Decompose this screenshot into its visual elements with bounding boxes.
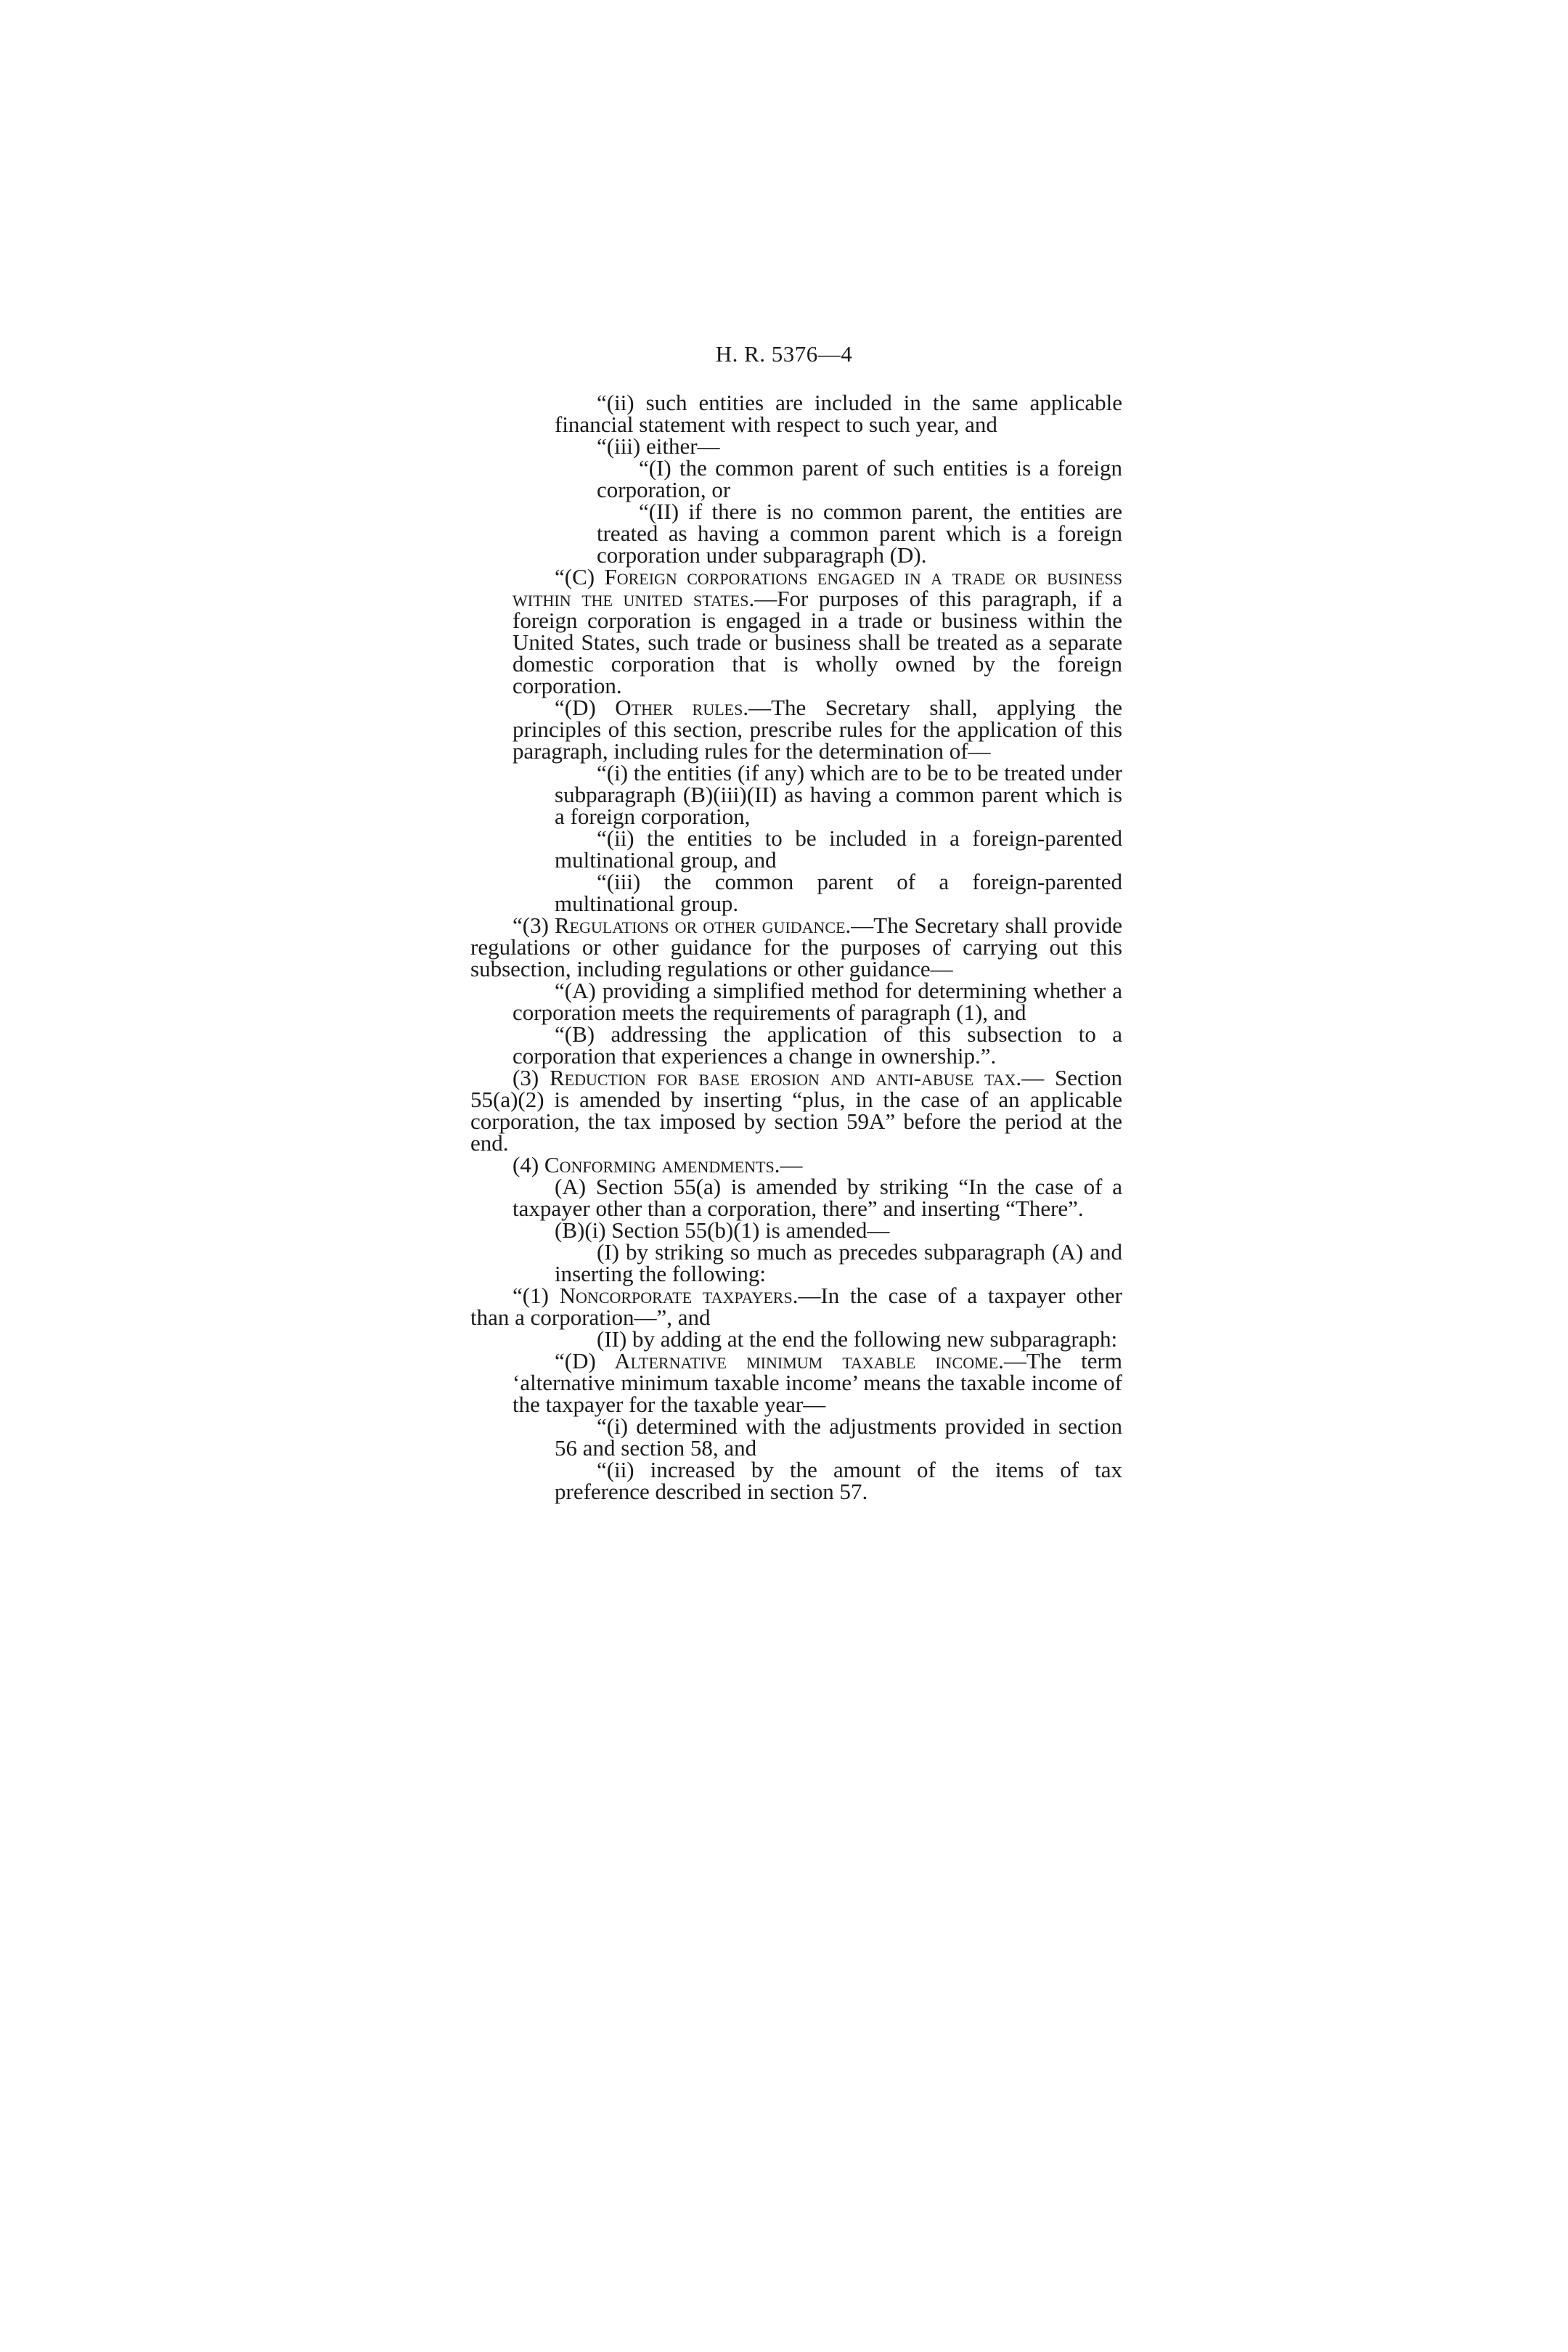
paragraph-heading: “(1) Noncorporate taxpayers. [513, 1283, 799, 1308]
paragraph-text: “(A) providing a simplified method for determining whether a corporation meets the requirements of paragraph (1), and [513, 978, 1122, 1025]
paragraph-text: “(ii) the entities to be included in a foreign-parented multinational group, and [555, 825, 1122, 873]
paragraph-heading: “(3) Regulations or other guidance. [513, 912, 852, 938]
paragraph [470, 825, 1122, 873]
paragraph [470, 762, 1122, 828]
paragraph [470, 697, 1122, 762]
paragraph-text: “(iii) the common parent of a foreign-parented multinational group. [555, 869, 1122, 916]
paragraph-text: “(I) the common parent of such entities is a foreign corporation, or [597, 455, 1122, 502]
paragraph [470, 1285, 1122, 1328]
paragraph-text: (II) by adding at the end the following new subparagraph: [597, 1326, 1118, 1352]
paragraph-text: —For purposes of this paragraph, if a foreign corporation is engaged in a trade or business within the United States, such trade or business shall be treated as a separate domestic corporation that is wholly owned by the foreign corporation. [513, 586, 1122, 698]
paragraph [470, 1067, 1122, 1154]
paragraph [470, 980, 1122, 1024]
paragraph [470, 501, 1122, 566]
paragraph-heading: (3) Reduction for base erosion and anti-abuse tax. [513, 1065, 1022, 1090]
paragraph [470, 433, 1122, 459]
document-body [470, 392, 1122, 1503]
paragraph [470, 1413, 1122, 1461]
paragraph-text: “(iii) either— [597, 433, 720, 459]
paragraph-heading: “(D) Alternative minimum taxable income. [555, 1348, 1004, 1373]
paragraph-text: — [780, 1152, 803, 1177]
paragraph [470, 566, 1122, 697]
paragraph-heading: “(D) Other rules. [555, 695, 749, 720]
paragraph-text: (I) by striking so much as precedes subparagraph (A) and inserting the following: [555, 1239, 1122, 1286]
paragraph [470, 912, 1122, 981]
paragraph-text: — Section 55(a)(2) is amended by inserting “plus, in the case of an applicable corporation, the tax imposed by section 59A” before the period at the end. [470, 1065, 1122, 1156]
paragraph-heading: “(C) Foreign corporations engaged in a trade or business within the united states. [513, 564, 1122, 611]
paragraph-text: “(ii) such entities are included in the same applicable financial statement with respect to such year, and [555, 390, 1122, 437]
paragraph-text: “(i) the entities (if any) which are to be to be treated under subparagraph (B)(iii)(II) as having a common parent which is a foreign corporation, [555, 760, 1122, 829]
paragraph [470, 1350, 1122, 1416]
paragraph [470, 1176, 1122, 1220]
paragraph-heading: (4) Conforming amendments. [513, 1152, 780, 1177]
paragraph-text: “(B) addressing the application of this subsection to a corporation that experiences a change in ownership.”. [513, 1021, 1122, 1069]
paragraph [470, 392, 1122, 436]
paragraph [470, 871, 1122, 915]
paragraph-text: (A) Section 55(a) is amended by striking “In the case of a taxpayer other than a corporation, there” and inserting “There”. [513, 1174, 1122, 1221]
paragraph-text: “(II) if there is no common parent, the entities are treated as having a common parent which is a foreign corporation under subparagraph (D). [597, 499, 1122, 568]
paragraph-text: —The term ‘alternative minimum taxable income’ means the taxable income of the taxpayer for the taxable year— [513, 1348, 1122, 1417]
paragraph-text: “(i) determined with the adjustments provided in section 56 and section 58, and [555, 1413, 1122, 1461]
paragraph-text: —In the case of a taxpayer other than a corporation—”, and [470, 1283, 1122, 1330]
paragraph [470, 1241, 1122, 1285]
paragraph [470, 1217, 1122, 1243]
paragraph-text: (B)(i) Section 55(b)(1) is amended— [555, 1217, 890, 1243]
page-header: H. R. 5376—4 [715, 341, 853, 367]
paragraph [470, 1328, 1122, 1350]
paragraph-text: —The Secretary shall, applying the principles of this section, prescribe rules for the application of this paragraph, including rules for the determination of— [513, 695, 1123, 764]
paragraph [470, 1021, 1122, 1069]
paragraph-text: —The Secretary shall provide regulations or other guidance for the purposes of carrying out this subsection, including regulations or other guidance— [470, 912, 1122, 981]
paragraph [470, 1154, 1122, 1176]
paragraph [470, 457, 1122, 501]
paragraph-text: “(ii) increased by the amount of the items of tax preference described in section 57. [555, 1457, 1122, 1504]
paragraph [470, 1459, 1122, 1503]
